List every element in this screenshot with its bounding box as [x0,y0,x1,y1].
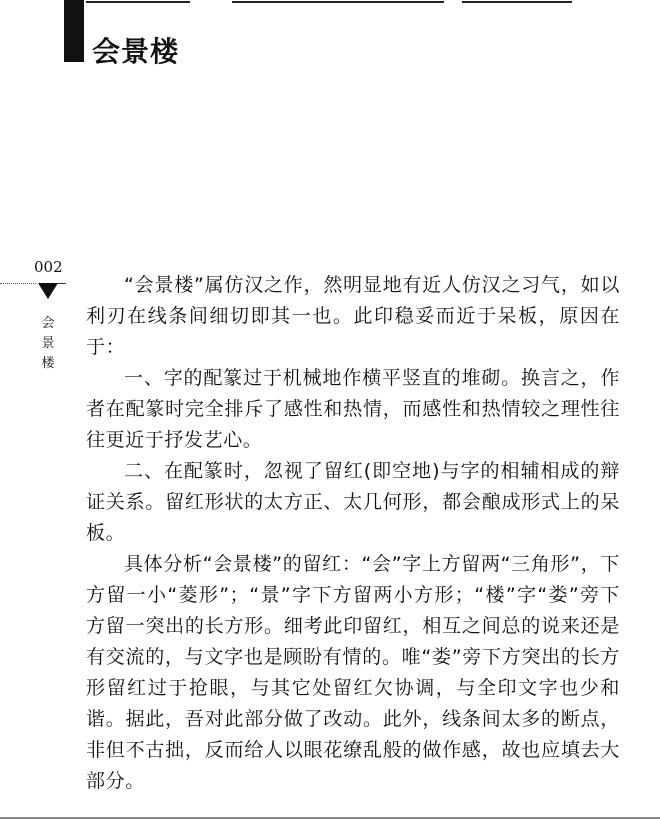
paragraph: 一、字的配篆过于机械地作横平竖直的堆砌。换言之，作者在配篆时完全排斥了感性和热情，而感性和热情较之理性往往更近于抒发艺心。 [86,367,620,451]
title-bar [64,0,84,62]
side-running-title: 会景楼 [41,316,55,371]
top-rule [462,1,572,3]
page-title: 会景楼 [92,35,180,68]
bottom-rule [0,817,660,819]
down-arrow-icon [38,283,58,299]
paragraph: 二、在配篆时，忽视了留红(即空地)与字的相辅相成的辩证关系。留红形状的太方正、太几何形，都会酿成形式上的呆板。 [86,460,620,544]
top-rule [232,1,444,3]
paragraph: “会景楼”属仿汉之作，然明显地有近人仿汉之习气，如以利刃在线条间细切即其一也。此印稳妥而近于呆板，原因在于： [86,274,620,358]
top-rule [86,1,190,3]
margin-dotted-line [0,283,36,284]
body-text [86,270,620,797]
page-number: 002 [34,258,63,276]
paragraph: 具体分析“会景楼”的留红：“会”字上方留两“三角形”，下方留一小“菱形”；“景”字下方留两小方形；“楼”字“娄”旁下方留一突出的长方形。细考此印留红，相互之间总的说来还是有交流的，与文字也是顾盼有情的。唯“娄”旁下方突出的长方形留红过于抢眼，与其它处留红欠协调，与全印文字也少和谐。据此，吾对此部分做了改动。此外，线条间太多的断点，非但不古拙，反而给人以眼花缭乱般的做作感，故也应填去大部分。 [86,553,620,792]
